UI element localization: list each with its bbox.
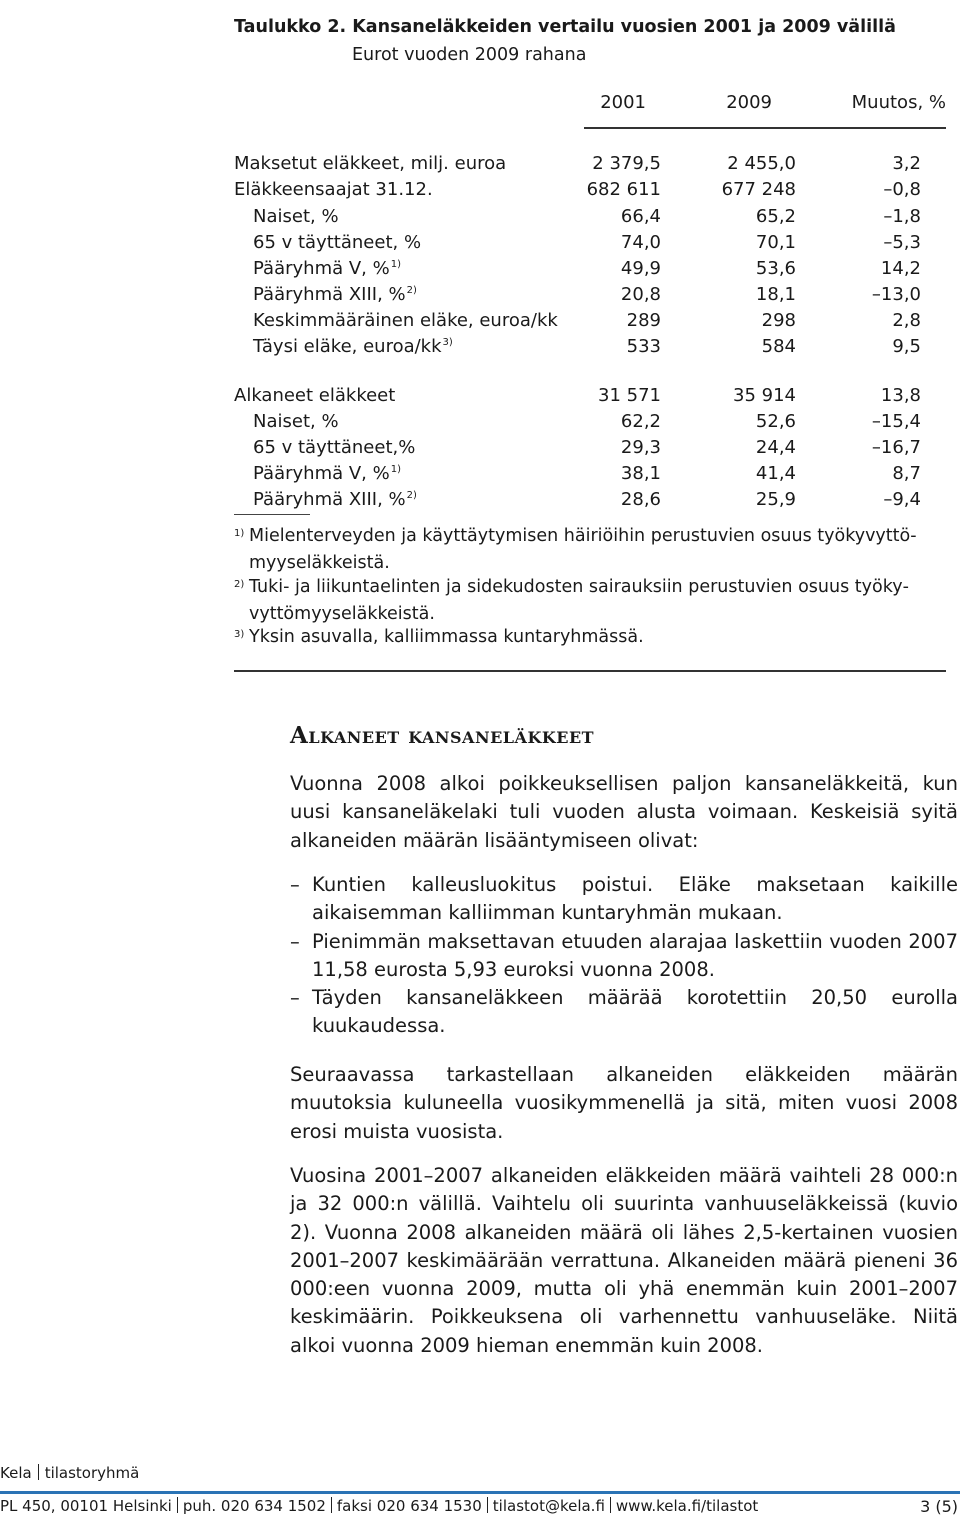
row-label: Naiset, % [253, 411, 339, 432]
value-2009: 584 [761, 336, 796, 357]
value-2001: 49,9 [620, 258, 661, 279]
row-label: Pääryhmä V, %$^{1)}$ [253, 258, 401, 279]
footnote-3 [234, 624, 946, 651]
row-label: Pääryhmä XIII, %$^{2)}$ [253, 284, 417, 305]
value-2001: 533 [626, 336, 661, 357]
value-change: 9,5 [892, 336, 921, 357]
table-end-rule [234, 670, 946, 672]
table-row [234, 206, 946, 232]
value-2001: 289 [626, 310, 661, 331]
value-2009: 298 [761, 310, 796, 331]
table-row [234, 153, 946, 179]
value-2009: 41,4 [755, 463, 796, 484]
value-2009: 70,1 [755, 232, 796, 253]
footnote-mark: 3) [234, 629, 245, 640]
table-row [234, 179, 946, 205]
table-row [234, 284, 946, 310]
paragraph: Seuraavassa tarkastellaan alkaneiden eläkkeiden määrän muutoksia kuluneella vuosikymmenellä ja sitä, miten vuosi 2008 erosi muista vuosista. [290, 1063, 958, 1143]
value-change: –13,0 [871, 284, 921, 305]
table-row [234, 489, 946, 515]
footnote-ref: 1) [390, 464, 401, 475]
section-heading: Alkaneet kansaneläkkeet [290, 722, 595, 749]
separator [610, 1497, 611, 1513]
value-2009: 35 914 [733, 385, 796, 406]
footer-contact [0, 1497, 758, 1515]
footnote-ref: 2) [406, 490, 417, 501]
value-change: –16,7 [871, 437, 921, 458]
footnote-ref: 1) [390, 259, 401, 270]
reasons-list [290, 871, 958, 1041]
value-change: –0,8 [883, 179, 921, 200]
unit-name: tilastoryhmä [44, 1464, 140, 1482]
value-2009: 65,2 [755, 206, 796, 227]
value-2009: 2 455,0 [727, 153, 796, 174]
row-label: Pääryhmä XIII, %$^{2)}$ [253, 489, 417, 510]
row-label: Eläkkeensaajat 31.12. [234, 179, 433, 200]
value-change: 13,8 [880, 385, 921, 406]
row-label: Pääryhmä V, %$^{1)}$ [253, 463, 401, 484]
separator [487, 1497, 488, 1513]
column-header-2009: 2009 [726, 92, 772, 113]
intro-paragraph: Vuonna 2008 alkoi poikkeuksellisen paljon kansaneläkkeitä, kun uusi kansaneläkelaki tuli vuoden alusta voimaan. Keskeisiä syitä alkaneiden määrän lisääntymiseen olivat: [290, 772, 958, 852]
web-link[interactable]: www.kela.fi/tilastot [615, 1497, 759, 1515]
table-row [234, 411, 946, 437]
page-number: 3 (5) [920, 1497, 958, 1516]
value-2009: 24,4 [755, 437, 796, 458]
table-subtitle: Eurot vuoden 2009 rahana [352, 45, 587, 65]
row-label: Maksetut eläkkeet, milj. euroa [234, 153, 507, 174]
value-2001: 682 611 [586, 179, 661, 200]
footer-organization [0, 1464, 139, 1482]
row-label: 65 v täyttäneet,% [253, 437, 416, 458]
value-2009: 52,6 [755, 411, 796, 432]
separator [177, 1497, 178, 1513]
footnote-mark: 2) [234, 579, 245, 590]
value-2001: 29,3 [620, 437, 661, 458]
value-change: –1,8 [883, 206, 921, 227]
value-2001: 66,4 [620, 206, 661, 227]
footnote-text: Mielenterveyden ja käyttäytymisen häiriöihin perustuvien osuus työkyvyttömyyseläkkeistä. [249, 526, 917, 573]
footer-rule [0, 1491, 960, 1494]
value-2001: 28,6 [620, 489, 661, 510]
footnote-mark: 1) [234, 528, 245, 539]
footnote-text: Tuki- ja liikuntaelinten ja sidekudosten sairauksiin perustuvien osuus työkyvyttömyyseläkkeistä. [249, 577, 909, 624]
footnote-2 [234, 574, 946, 628]
value-change: 14,2 [880, 258, 921, 279]
footnote-rule [234, 514, 310, 515]
value-change: –5,3 [883, 232, 921, 253]
column-header-change: Muutos, % [851, 92, 946, 113]
table-title: Taulukko 2. Kansaneläkkeiden vertailu vuosien 2001 ja 2009 välillä [234, 17, 896, 37]
row-label: 65 v täyttäneet, % [253, 232, 422, 253]
list-item: – Täyden kansaneläkkeen määrää korotettiin 20,50 eurolla kuukaudessa. [290, 986, 958, 1038]
table-row [234, 336, 946, 362]
list-item: – Kuntien kalleusluokitus poistui. Eläke maksetaan kaikille aikaisemman kalliimman kuntaryhmän mukaan. [290, 873, 958, 925]
dash-marker: – [290, 873, 300, 896]
table-row [234, 463, 946, 489]
table-row [234, 385, 946, 411]
footnote-1 [234, 523, 946, 577]
phone: puh. 020 634 1502 [182, 1497, 326, 1515]
row-label: Alkaneet eläkkeet [234, 385, 396, 406]
org-name: Kela [0, 1464, 32, 1482]
address: PL 450, 00101 Helsinki [0, 1497, 172, 1515]
fax: faksi 020 634 1530 [336, 1497, 482, 1515]
row-label: Keskimmääräinen eläke, euroa/kk [253, 310, 558, 331]
table-row [234, 258, 946, 284]
footnote-ref: 3) [442, 337, 453, 348]
value-change: 3,2 [892, 153, 921, 174]
table-row [234, 437, 946, 463]
list-item: – Pienimmän maksettavan etuuden alarajaa laskettiin vuoden 2007 11,58 eurosta 5,93 euroksi vuonna 2008. [290, 929, 958, 981]
value-2009: 18,1 [755, 284, 796, 305]
value-change: 8,7 [892, 463, 921, 484]
table-row [234, 232, 946, 258]
separator [331, 1497, 332, 1513]
value-2009: 677 248 [721, 179, 796, 200]
row-label: Täysi eläke, euroa/kk$^{3)}$ [253, 336, 453, 357]
email-link[interactable]: tilastot@kela.fi [492, 1497, 605, 1515]
header-rule [584, 127, 946, 129]
value-2001: 74,0 [620, 232, 661, 253]
value-2001: 20,8 [620, 284, 661, 305]
value-2009: 25,9 [755, 489, 796, 510]
value-change: –15,4 [871, 411, 921, 432]
table-row [234, 310, 946, 336]
dash-marker: – [290, 929, 300, 953]
value-change: –9,4 [883, 489, 921, 510]
value-2001: 38,1 [620, 463, 661, 484]
footnote-text: Yksin asuvalla, kalliimmassa kuntaryhmässä. [249, 627, 644, 647]
value-2009: 53,6 [755, 258, 796, 279]
separator [38, 1464, 39, 1480]
value-2001: 62,2 [620, 411, 661, 432]
row-label: Naiset, % [253, 206, 339, 227]
paragraph: Vuosina 2001–2007 alkaneiden eläkkeiden määrä vaihteli 28 000:n ja 32 000:n välillä. Vaihtelu oli suurinta vanhuuseläkkeissä (kuvio 2). Vuonna 2008 alkaneiden määrä oli lähes 2,5-kertainen vuosien 2001–2007 keskimäärään verrattuna. Alkaneiden määrä pieneni 36 000:een vuonna 2009, mutta oli yhä enemmän kuin 2001–2007 keskimäärin. Poikkeuksena oli varhennettu vanhuuseläke. Niitä alkoi vuonna 2009 hieman enemmän kuin 2008. [290, 1164, 958, 1357]
value-2001: 2 379,5 [592, 153, 661, 174]
dash-marker: – [290, 986, 300, 1010]
value-2001: 31 571 [598, 385, 661, 406]
footnote-ref: 2) [406, 285, 417, 296]
column-header-2001: 2001 [600, 92, 646, 113]
value-change: 2,8 [892, 310, 921, 331]
